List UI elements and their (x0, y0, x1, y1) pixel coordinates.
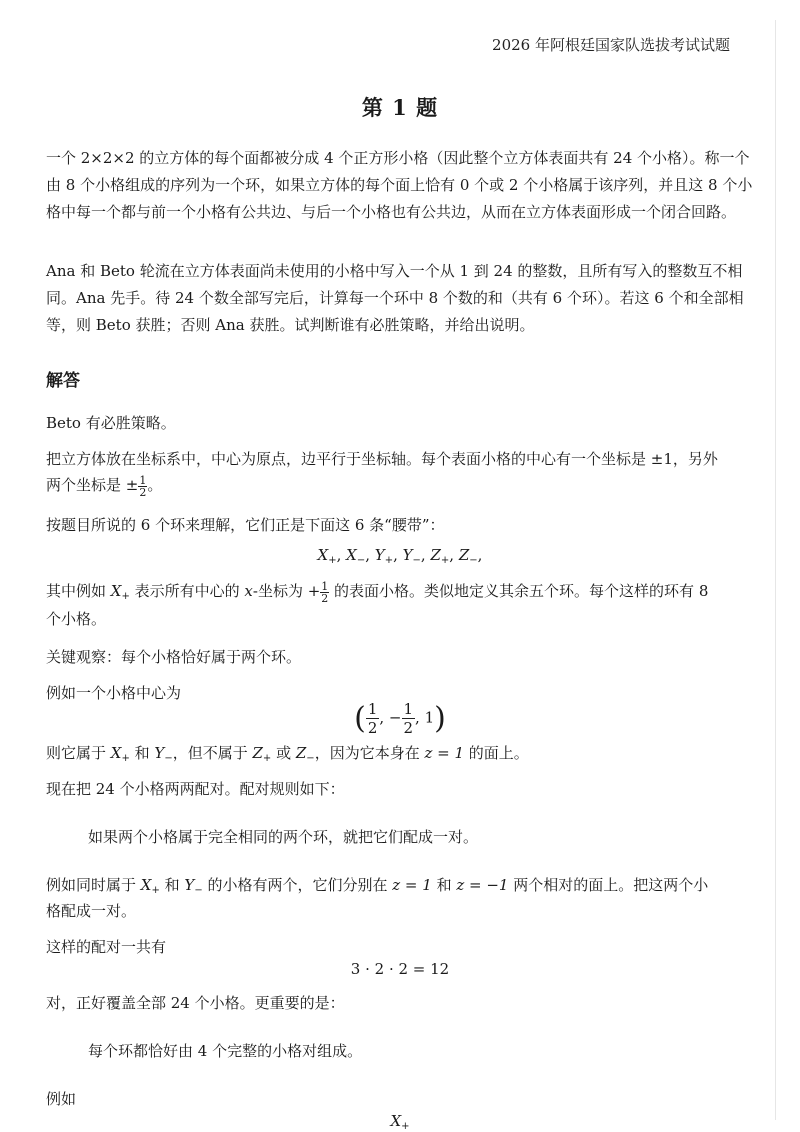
text-span: 表示所有中心的 (129, 582, 245, 600)
math-span: z = −1 (456, 876, 509, 894)
belts-formula: $X_+$, $X_-$, $Y_+$, $Y_-$, $Z_+$, $Z_-$, (317, 546, 483, 566)
solution-line-8: 现在把 24 个小格两两配对。配对规则如下： (46, 780, 345, 798)
math-span: z = 1 (424, 744, 465, 762)
problem-title: 第 1 题 (361, 95, 439, 120)
text-span: 或 (271, 744, 296, 762)
text-span: 和 (431, 876, 457, 894)
solution-line-12: 例如 (46, 1090, 77, 1108)
solution-line-2a: 把立方体放在坐标系中，中心为原点，边平行于坐标轴。每个表面小格的中心有一个坐标是 ±1，另外 (46, 450, 718, 468)
solution-heading: 解答 (46, 371, 80, 391)
text-span: 和 (159, 876, 185, 894)
solution-line-2b (46, 472, 162, 498)
solution-line-3: 按题目所说的 6 个环来理解，它们正是下面这 6 条“腰带”： (46, 516, 445, 534)
problem-paragraph-1: 一个 2×2×2 的立方体的每个面都被分成 4 个正方形小格（因此整个立方体表面共有 24 个小格）。称一个由 8 个小格组成的序列为一个环，如果立方体的每个面上恰有 0 个或 2 个小格属于该序列，并且这 8 个小格中每一个都与前一个小格有公共边、与后一个小格也有公共边，从而在立方体表面形成一个闭合回路。 (46, 149, 753, 221)
text-span: 。 (147, 476, 163, 494)
fraction-half: $\frac{1}{2}$ (139, 473, 147, 499)
text-span: 则它属于 (46, 744, 111, 762)
text-span: 的面上。 (464, 744, 529, 762)
ring-label-xplus: $X_+$ (390, 1112, 410, 1132)
text-span: 的小格有两个，它们分别在 (202, 876, 393, 894)
text-span: -坐标为 + (252, 582, 321, 600)
pairing-rule-quote: 如果两个小格属于完全相同的两个环，就把它们配成一对。 (88, 828, 479, 846)
text-span: 两个相对的面上。把这两个小 (508, 876, 709, 894)
page-edge-line (775, 20, 776, 1120)
text-span: 两个坐标是 ± (46, 476, 139, 494)
solution-line-11: 对，正好覆盖全部 24 个小格。更重要的是： (46, 994, 345, 1012)
text-span: 的表面小格。类似地定义其余五个环。每个这样的环有 8 (329, 582, 709, 600)
solution-line-4a: 其中例如 $X_+$ 表示所有中心的 x-坐标为 + $\frac{1}{2}$ 的表面小格。类似地定义其余五个环。每个这样的环有 8 (46, 579, 709, 605)
text-span: ，因为它本身在 (314, 744, 425, 762)
math-span: z = 1 (392, 876, 432, 894)
solution-line-6: 例如一个小格中心为 (46, 684, 182, 702)
solution-line-1: Beto 有必胜策略。 (46, 414, 176, 432)
text-span: ，但不属于 (172, 744, 253, 762)
text-span: 和 (129, 744, 155, 762)
ring-pair-quote: 每个环都恰好由 4 个完整的小格对组成。 (88, 1042, 363, 1060)
problem-paragraph-2: Ana 和 Beto 轮流在立方体表面尚未使用的小格中写入一个从 1 到 24 的整数，且所有写入的整数互不相同。Ana 先手。待 24 个数全部写完后，计算每一个环中 8 个数的和（共有 6 个环）。若这 6 个和全部相等，则 Beto 获胜；否则 Ana 获胜。试判断谁有必胜策略，并给出说明。 (46, 262, 744, 334)
solution-line-5: 关键观察：每个小格恰好属于两个环。 (46, 648, 302, 666)
cell-center-formula: ( $\frac{1}{2}$ , − $\frac{1}{2}$ , 1) (354, 700, 446, 737)
solution-line-4b: 个小格。 (46, 610, 107, 628)
solution-line-7: 则它属于 $X_+$ 和 $Y_-$，但不属于 $Z_+$ 或 $Z_-$，因为它本身在 z = 1 的面上。 (46, 744, 529, 764)
solution-line-9b: 格配成一对。 (46, 902, 137, 920)
solution-line-10: 这样的配对一共有 (46, 938, 167, 956)
text-span: 其中例如 (46, 582, 111, 600)
pair-count-equation: 3 · 2 · 2 = 12 (350, 960, 450, 978)
fraction-half: $\frac{1}{2}$ (321, 579, 329, 605)
text-span: 例如同时属于 (46, 876, 141, 894)
running-header: 2026 年阿根廷国家队选拔考试试题 (492, 36, 730, 54)
solution-line-9a: 例如同时属于 $X_+$ 和 $Y_-$ 的小格有两个，它们分别在 z = 1 和 z = −1 两个相对的面上。把这两个小 (46, 876, 709, 896)
